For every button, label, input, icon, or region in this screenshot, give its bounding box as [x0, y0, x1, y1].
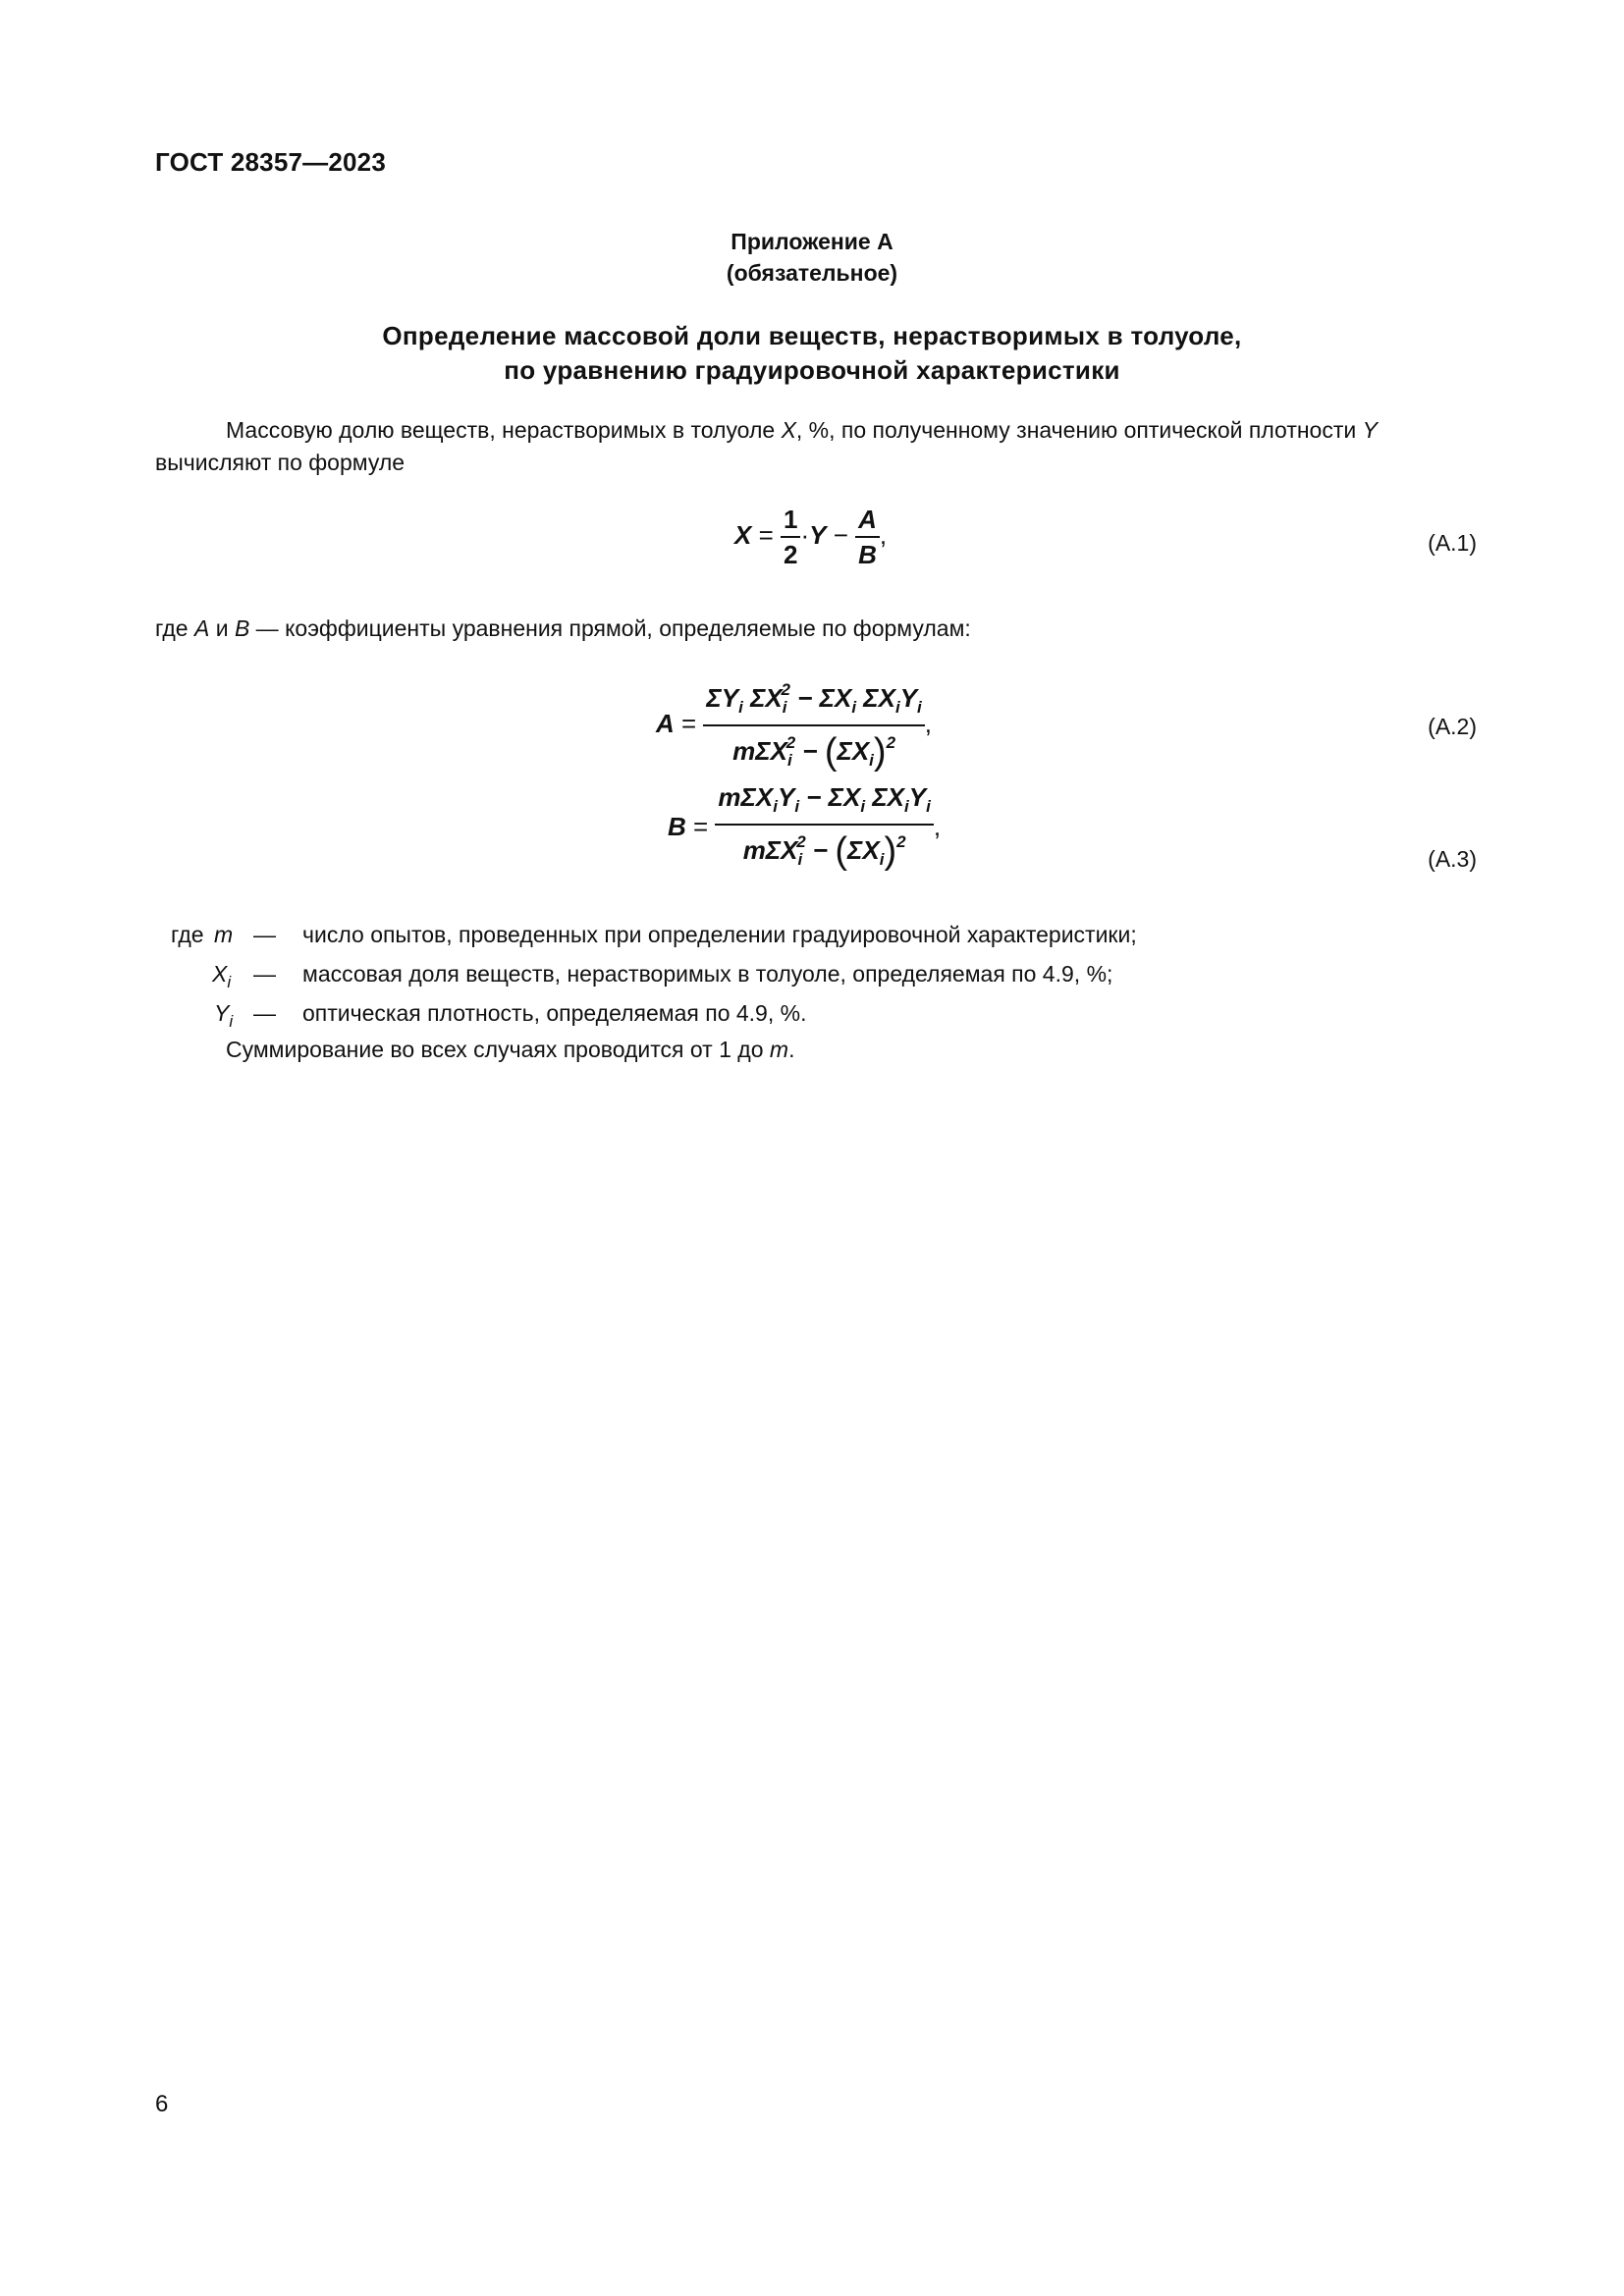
where-symbol: $Y_i$: [214, 1000, 234, 1031]
intro-paragraph: [155, 414, 1481, 479]
intro-var-y: Y: [1362, 417, 1378, 443]
page-number: 6: [155, 2091, 169, 2117]
where-symbol: $X_i$: [212, 961, 232, 991]
fraction-a-formula: $\frac{\Sigma Y_i \Sigma X_i^2 - \Sigma X_i \Sigma X_iY_i}{m\Sigma X_i^2 - (\Sigma X_i)^2}$: [703, 673, 924, 777]
intro-text-1: Массовую долю веществ, нерастворимых в толуоле: [226, 417, 782, 443]
where-symbol: m: [214, 922, 234, 947]
section-title: [0, 319, 1624, 388]
where-dash: —: [253, 1000, 276, 1026]
where-text: массовая доля веществ, нерастворимых в толуоле, определяемая по 4.9, %;: [302, 961, 1113, 987]
appendix-label: Приложение А: [731, 229, 893, 254]
formula-a2: A = $\frac{\Sigma Y_i \Sigma X_i^2 - \Sigma X_i \Sigma X_iY_i}{m\Sigma X_i^2 - (\Sigma X_i)^2}$ ,: [656, 673, 932, 777]
formula-a1-number: (A.1): [1428, 530, 1477, 556]
where-dash: —: [253, 922, 276, 947]
page-header: ГОСТ 28357—2023: [155, 147, 386, 177]
appendix-title: [0, 226, 1624, 289]
intro-text-2: , %, по полученному значению оптической плотности: [795, 417, 1363, 443]
where-lead: где: [171, 922, 204, 947]
where-text: число опытов, проведенных при определении градуировочной характеристики;: [302, 922, 1137, 947]
formula-a1: X = $\frac{1}{2}$ ·Y − $\frac{A}{B}$ ,: [734, 505, 888, 569]
fraction-a-over-b: $\frac{A}{B}$: [855, 503, 880, 571]
summation-var: m: [769, 1037, 789, 1062]
section-title-line2: по уравнению градуировочной характеристики: [504, 355, 1120, 385]
intro-var-x: X: [781, 417, 796, 443]
coefficients-paragraph: [155, 613, 1481, 645]
section-title-line1: Определение массовой доли веществ, нерастворимых в толуоле,: [382, 321, 1242, 350]
formula-a2-number: (A.2): [1428, 714, 1477, 739]
intro-text-3: вычисляют по формуле: [155, 450, 406, 475]
appendix-status: (обязательное): [726, 260, 898, 286]
formula-a3-number: (A.3): [1428, 846, 1477, 872]
coeff-var-b: B: [234, 615, 250, 641]
coeff-text-1: где: [155, 615, 194, 641]
where-text: оптическая плотность, определяемая по 4.9, %.: [302, 1000, 807, 1026]
coeff-text-3: — коэффициенты уравнения прямой, определяемые по формулам:: [249, 615, 971, 641]
where-dash: —: [253, 961, 276, 987]
fraction-one-half: $\frac{1}{2}$: [781, 503, 800, 571]
formula-a3: B = $\frac{m\Sigma X_iY_i - \Sigma X_i \Sigma X_iY_i}{m\Sigma X_i^2 - (\Sigma X_i)^2}$ ,: [668, 780, 941, 877]
coeff-text-2: и: [209, 615, 235, 641]
fraction-b-formula: $\frac{m\Sigma X_iY_i - \Sigma X_i \Sigma X_iY_i}{m\Sigma X_i^2 - (\Sigma X_i)^2}$: [715, 780, 933, 877]
summation-text: Суммирование во всех случаях проводится от 1 до: [226, 1037, 770, 1062]
coeff-var-a: A: [193, 615, 210, 641]
summation-period: .: [788, 1037, 795, 1062]
summation-note: [226, 1035, 794, 1064]
